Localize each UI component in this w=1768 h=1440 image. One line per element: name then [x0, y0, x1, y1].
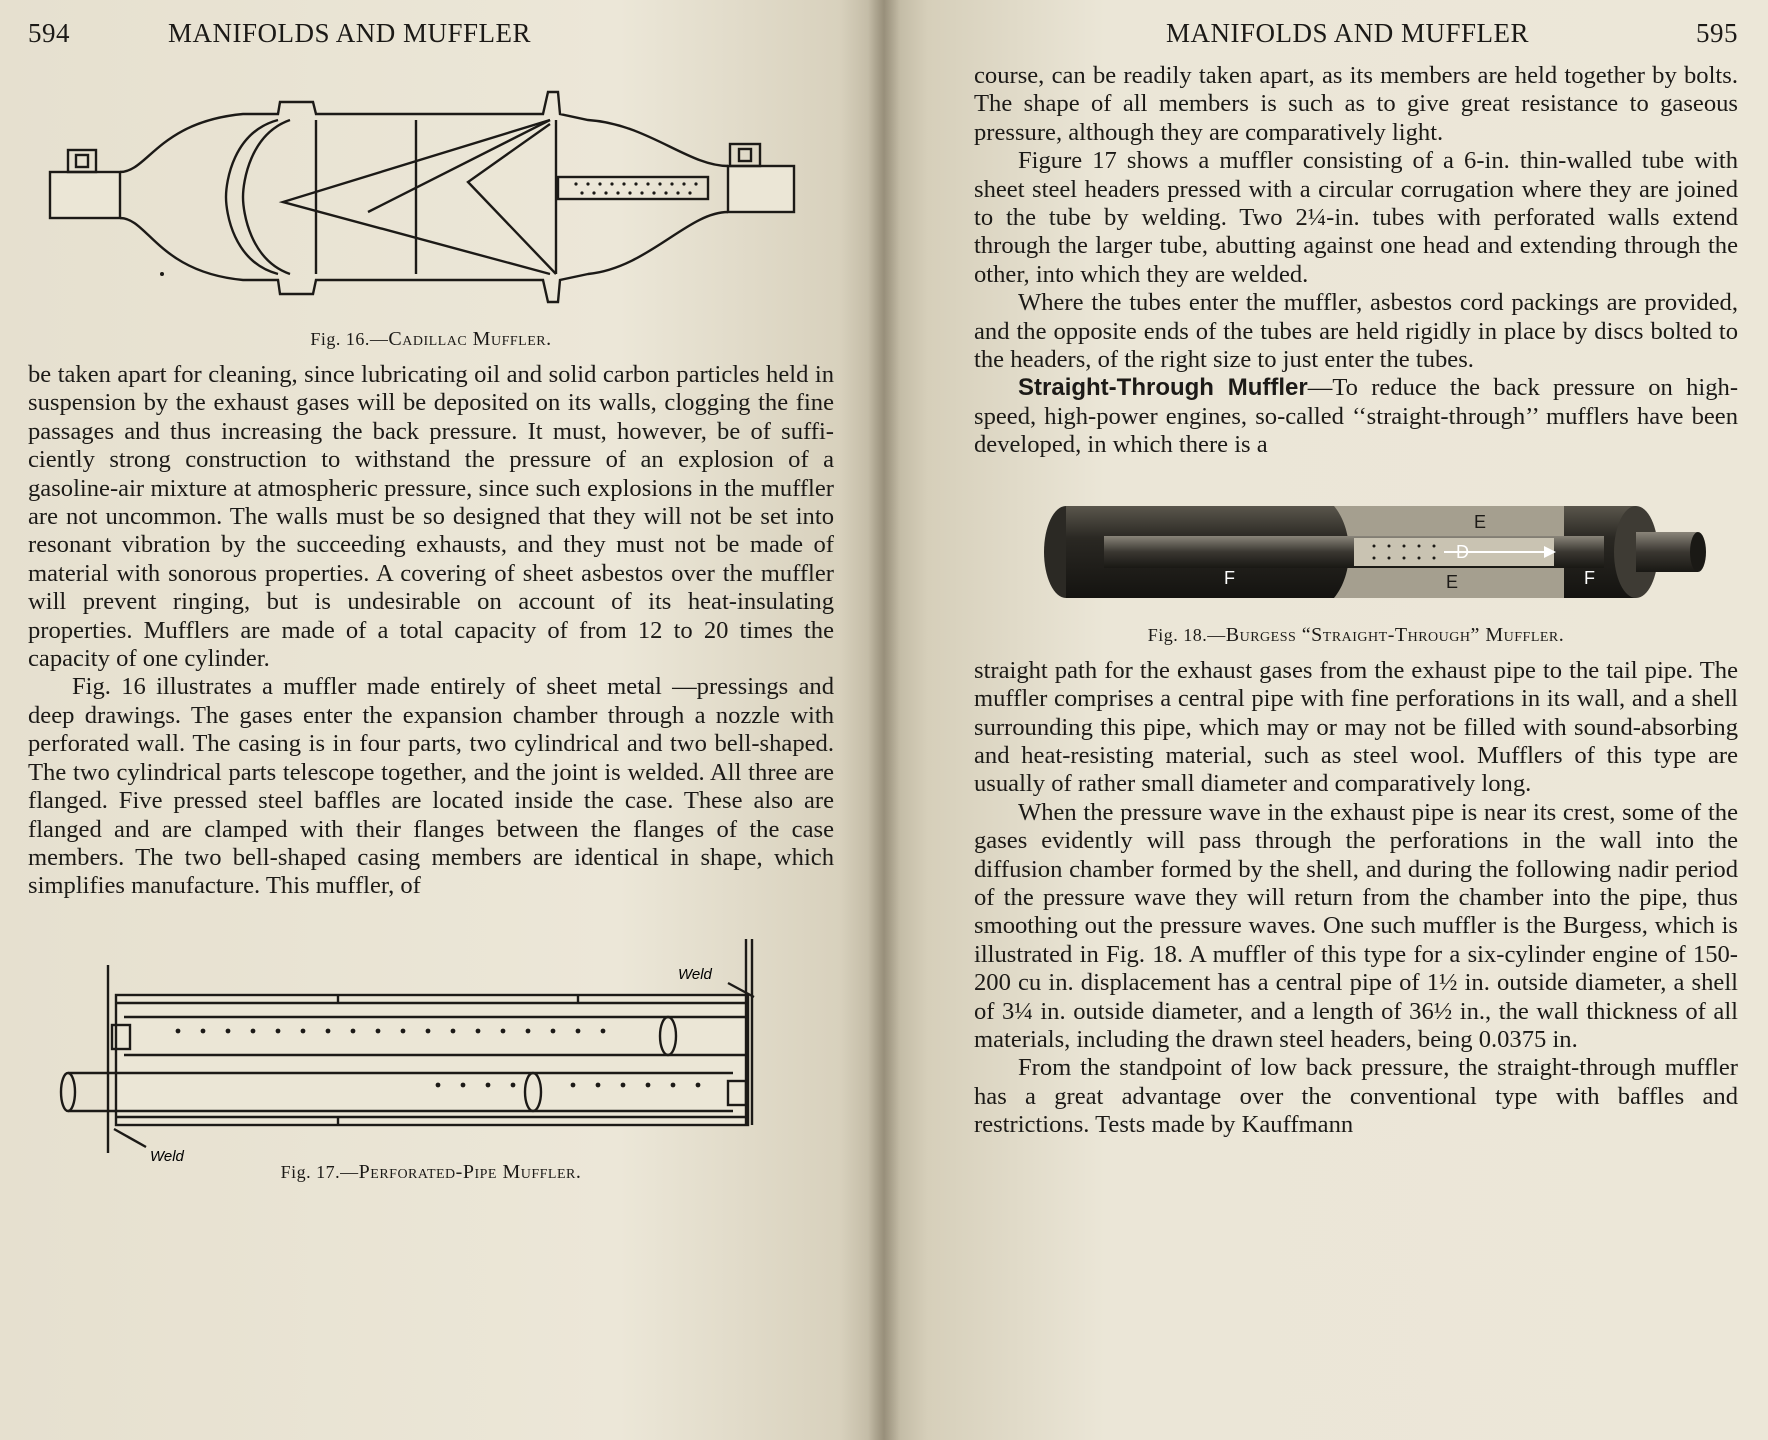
straight-through-paragraph — [974, 374, 1738, 459]
figure-18-label-d: D — [1456, 541, 1469, 562]
right-page — [884, 0, 1768, 1440]
right-page-header — [974, 18, 1738, 62]
figure-17-weld-label-top: Weld — [678, 965, 712, 983]
figure-17-weld-label-bottom: Weld — [150, 1147, 184, 1165]
figure-18-caption-name: Burgess “Straight-Through” Muffler. — [1225, 623, 1565, 646]
straight-through-text: —To reduce the back pressure on high-speed, high-power engines, so-called ‘‘straight-through’’ mufflers have been developed, in which there is a — [974, 374, 1739, 459]
figure-18-caption — [974, 624, 1738, 647]
right-paragraph-3: Where the tubes enter the muffler, asbestos cord packings are provided, and the opposite ends of the tubes are held rigidly in place by discs bolted to the headers, of the right size to just enter the tubes. — [974, 289, 1738, 374]
figure-16-caption — [28, 328, 834, 351]
muffler-shell — [1044, 506, 1706, 598]
figure-18-burgess-muffler — [974, 474, 1738, 620]
left-paragraph-1: be taken apart for cleaning, since lubricating oil and solid carbon particles held in suspension by the exhaust gases will be deposited on its walls, clogging the fine passages and thus increasing the back pressure. It must, however, be of sufficiently strong construction to withstand the pressure of an explosion of a gasoline-air mixture at atmospheric pressure, since such explosions in the muffler are not uncommon. The walls must be so designed that they will not be set into resonant vibration by the succeeding exhausts, and they must not be made of material with sonorous properties. A covering of sheet asbestos over the muffler will prevent ringing, but is undesirable on account of its heat-insulating properties. Mufflers are made of a total capacity of from 12 to 20 times the capacity of one cylinder. — [28, 361, 834, 673]
left-paragraph-2: Fig. 16 illustrates a muffler made entirely of sheet metal —pressings and deep drawings. The gases enter the expansion chamber through a nozzle with perforated wall. The casing is in four parts, two cylindrical and two bell-shaped. The two cylindrical parts telescope together, and the joint is welded. All three are flanged. Five pressed steel baffles are located inside the case. These also are flanged and are clamped with their flanges between the flanges of the case members. The two bell-shaped casing members are identical in shape, which simplifies manufacture. This muffler, of — [28, 673, 834, 900]
right-paragraph-1: course, can be readily taken apart, as its members are held together by bolts. The shape of all members is such as to give great resistance to gaseous pressure, although they are comparatively light. — [974, 62, 1738, 146]
page-number: 595 — [1696, 18, 1738, 48]
figure-18-label-f-right: F — [1584, 567, 1595, 588]
right-paragraph-2: Figure 17 shows a muffler consisting of a 6-in. thin-walled tube with sheet steel headers pressed with a circular corrugation where they are joined to the tube by welding. Two 2¼-in. tubes with perforated walls extend through the larger tube, abutting against one head and extending through the other, into which they are welded. — [974, 147, 1738, 288]
figure-17-perforated-pipe-muffler — [28, 925, 834, 1169]
figure-18-caption-prefix: Fig. 18.— — [1147, 624, 1226, 645]
figure-17-caption — [28, 1161, 834, 1184]
figure-16-cadillac-muffler — [28, 62, 834, 324]
figure-18-label-e-top: E — [1474, 511, 1487, 532]
figure-17-caption-name: Perforated-Pipe Muffler. — [358, 1160, 582, 1183]
right-paragraph-4: straight path for the exhaust gases from the exhaust pipe to the tail pipe. The muffler comprises a central pipe with fine perforations in its wall, and a shell surrounding this pipe, which may or may not be filled with sound-absorbing and heat-resisting material, such as steel wool. Mufflers of this type are usually of rather small diameter and comparatively long. — [974, 656, 1738, 798]
right-paragraph-6: From the standpoint of low back pressure, the straight-through muffler has a great advantage over the conventional type with baffles and restrictions. Tests made by Kauffmann — [974, 1054, 1738, 1139]
running-title: MANIFOLDS AND MUFFLER — [1166, 18, 1530, 48]
page-number: 594 — [28, 18, 70, 48]
figure-18-label-e-bottom: E — [1446, 571, 1459, 592]
figure-17-caption-prefix: Fig. 17.— — [280, 1161, 359, 1182]
figure-18-label-f-left: F — [1224, 567, 1235, 588]
right-paragraph-5: When the pressure wave in the exhaust pipe is near its crest, some of the gases evidently will pass through the perforations in the wall into the diffusion chamber formed by the shell, and during the following nadir period of the pressure wave they will return from the chamber into the pipe, thus smoothing out the pressure waves. One such muffler is the Burgess, which is illustrated in Fig. 18. A muffler of this type for a six-cylinder engine of 150-200 cu in. displacement has a central pipe of 1½ in. outside diameter, a shell of 3¼ in. outside diameter, and a length of 36½ in., the wall thickness of all materials, including the drawn steel headers, being 0.0375 in. — [974, 798, 1738, 1053]
running-title: MANIFOLDS AND MUFFLER — [168, 18, 532, 48]
left-page-header — [28, 18, 834, 62]
straight-through-heading: Straight-Through Muffler — [1018, 374, 1308, 402]
figure-16-caption-name: Cadillac Muffler. — [388, 328, 552, 350]
figure-16-caption-prefix: Fig. 16.— — [310, 329, 389, 349]
